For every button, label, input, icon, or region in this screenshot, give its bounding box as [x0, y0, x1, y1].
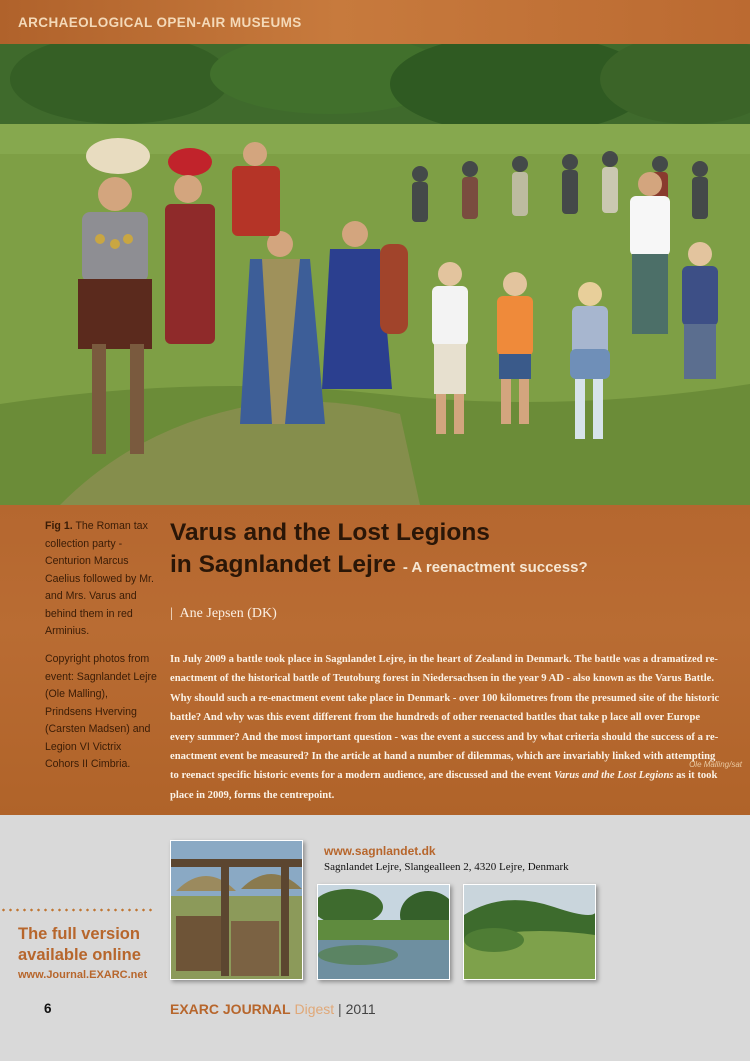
section-title: ARCHAEOLOGICAL OPEN-AIR MUSEUMS	[18, 15, 302, 30]
dotted-divider	[0, 908, 154, 912]
page-number: 6	[44, 1001, 52, 1016]
thumbnail-village-gate	[170, 840, 303, 980]
journal-edition: Digest	[290, 1001, 335, 1017]
journal-year: 2011	[345, 1001, 376, 1017]
title-line-2: in Sagnlandet Lejre	[170, 551, 396, 578]
photo-credit: Ole Malling/sat	[689, 760, 742, 769]
author-name: Ane Jepsen (DK)	[179, 606, 277, 621]
article-header	[0, 505, 750, 815]
site-address: Sagnlandet Lejre, Slangealleen 2, 4320 Lejre, Denmark	[324, 861, 569, 873]
thumbnail-hills	[463, 884, 596, 980]
bottom-section	[0, 815, 750, 1061]
full-version-callout	[18, 924, 141, 966]
section-header-band	[0, 0, 750, 44]
full-version-line-2: available online	[18, 946, 141, 964]
reenactment-photo-illustration	[0, 44, 750, 505]
full-version-line-1: The full version	[18, 925, 140, 943]
article-title	[170, 517, 730, 584]
sagnlandet-link[interactable]: www.sagnlandet.dk	[324, 844, 436, 858]
author-bar: |	[170, 606, 173, 621]
title-line-1: Varus and the Lost Legions	[170, 519, 490, 546]
figure-label: Fig 1.	[45, 520, 73, 532]
footer-separator: |	[334, 1001, 346, 1017]
article-subtitle: - A reenactment success?	[402, 559, 588, 576]
journal-link[interactable]: www.Journal.EXARC.net	[18, 969, 148, 981]
author-line	[170, 606, 277, 622]
abstract-text-1: In July 2009 a battle took place in Sagnlandet Lejre, in the heart of Zealand in Denmark. The battle was a dramatized re-enactment of the historical battle of Teutoburg forest in Niedersachsen in the year 9 AD - also known as the Varus Battle. Why should such a re-enactment event take place in Denmark - over 100 kilometres from the presumed site of the historic battle? And why was this event different from the hundreds of other reenacted battles that take p lace all over Europe every summer? And the most important question - was the event a success and by what criteria should the success of a re-enactment event be measured? In the article at hand a number of dilemmas, which are invariably linked with attempting to reenact specific historic events for a modern audience, are discussed and the event	[170, 654, 720, 782]
photo-copyright: Copyright photos from event: Sagnlandet Lejre (Ole Malling), Prindsens Hverving (Carsten Madsen) and Legion VI Victrix Cohors II Cimbria.	[45, 653, 157, 770]
figure-caption-text: The Roman tax collection party - Centurion Marcus Caelius followed by Mr. and Mrs. Varus and behind them in red Arminius.	[45, 520, 154, 637]
thumbnail-lake	[317, 884, 450, 980]
abstract-event-title: Varus and the Lost Legions	[553, 770, 674, 782]
journal-name: EXARC JOURNAL	[170, 1001, 291, 1017]
journal-footer	[170, 1001, 376, 1017]
figure-caption	[45, 518, 157, 641]
article-abstract	[170, 650, 722, 805]
abstract-text-2: as it took place in 2009, forms the centrepoint.	[170, 770, 718, 801]
main-photo	[0, 44, 750, 505]
